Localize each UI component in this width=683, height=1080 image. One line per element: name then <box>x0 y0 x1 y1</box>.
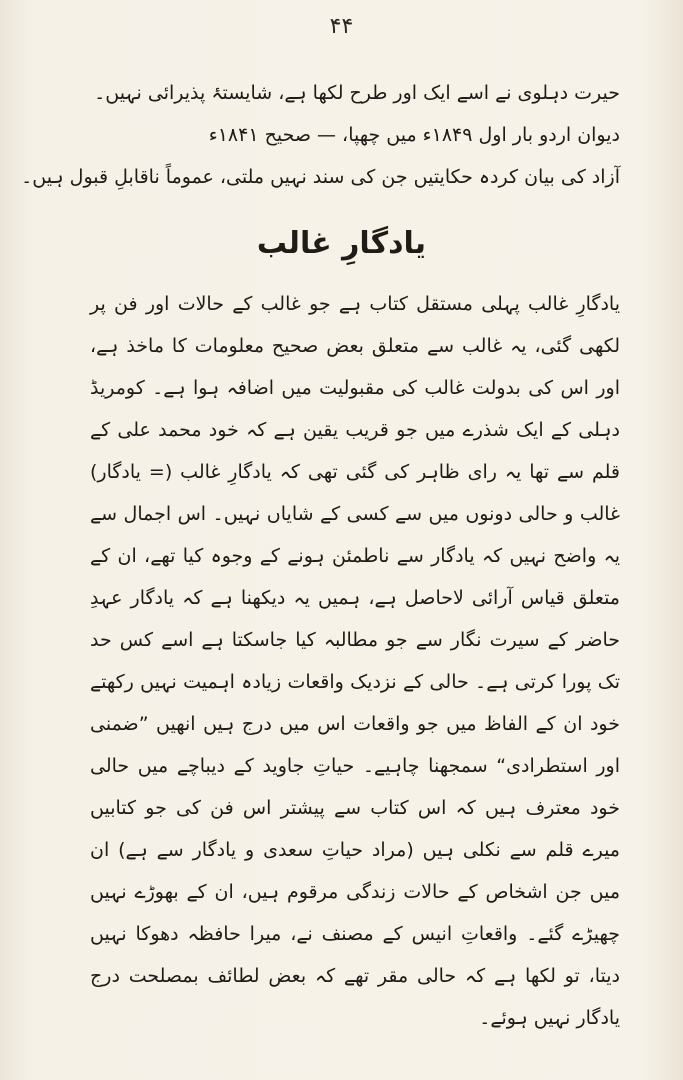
intro-line-2: دیوان اردو بار اول ۱۸۴۹ء میں چھپا، — صحیح ۱۸۴۱ء <box>208 124 620 146</box>
body-paragraph: یادگارِ غالب پہلی مستقل کتاب ہے جو غالب کے حالات اور فن پر لکھی گئی، یہ غالب سے متعلق بعض صحیح معلومات کا ماخذ ہے، اور اس کی بدولت غالب کی مقبولیت میں اضافہ ہوا ہے۔ کومریڈ دہلی کے ایک شذرے میں جو قریب یقین ہے کہ خود محمد علی کے قلم سے تھا یہ رای ظاہر کی گئی تھی کہ یادگارِ غالب (= یادگار) غالب و حالی دونوں میں سے کسی کے شایاں نہیں۔ اس اجمال سے یہ واضح نہیں کہ یادگار سے ناطمئن ہونے کے وجوہ کیا تھے، ان کے متعلق قیاس آرائی لاحاصل ہے، ہمیں یہ دیکھنا ہے کہ یادگار عہدِ حاضر کے سیرت نگار سے جو مطالبہ کیا جاسکتا ہے اسے کس حد تک پورا کرتی ہے۔ حالی کے نزدیک واقعات زیادہ اہمیت نہیں رکھتے خود ان کے الفاظ میں جو واقعات اس میں درج ہیں انھیں ”ضمنی اور استطرادی“ سمجھنا چاہیے۔ حیاتِ جاوید کے دیباچے میں حالی خود معترف ہیں کہ اس کتاب سے پیشتر اس فن کی جو کتابیں میرے قلم سے نکلی ہیں (مراد حیاتِ سعدی و یادگار سے ہے) ان میں جن اشخاص کے حالات زندگی مرقوم ہیں، ان کے بھوڑے نہیں چھیڑے گئے۔ واقعاتِ انیس کے مصنف نے، میرا حافظہ دھوکا نہیں دیتا، تو لکھا ہے کہ حالی مقر تھے کہ بعض لطائف بمصلحت درج یادگار نہیں ہوئے۔ <box>90 293 620 1029</box>
intro-line-3: آزاد کی بیان کردہ حکایتیں جن کی سند نہیں ملتی، عموماً ناقابلِ قبول ہیں۔ <box>21 166 620 188</box>
section-heading: یادگارِ غالب <box>256 226 427 261</box>
page-number: ۴۴ <box>329 14 354 39</box>
body-text <box>90 283 620 1039</box>
intro-notes <box>21 72 620 198</box>
intro-line-1: حیرت دہلوی نے اسے ایک اور طرح لکھا ہے، شایستۂ پذیرائی نہیں۔ <box>94 82 620 104</box>
